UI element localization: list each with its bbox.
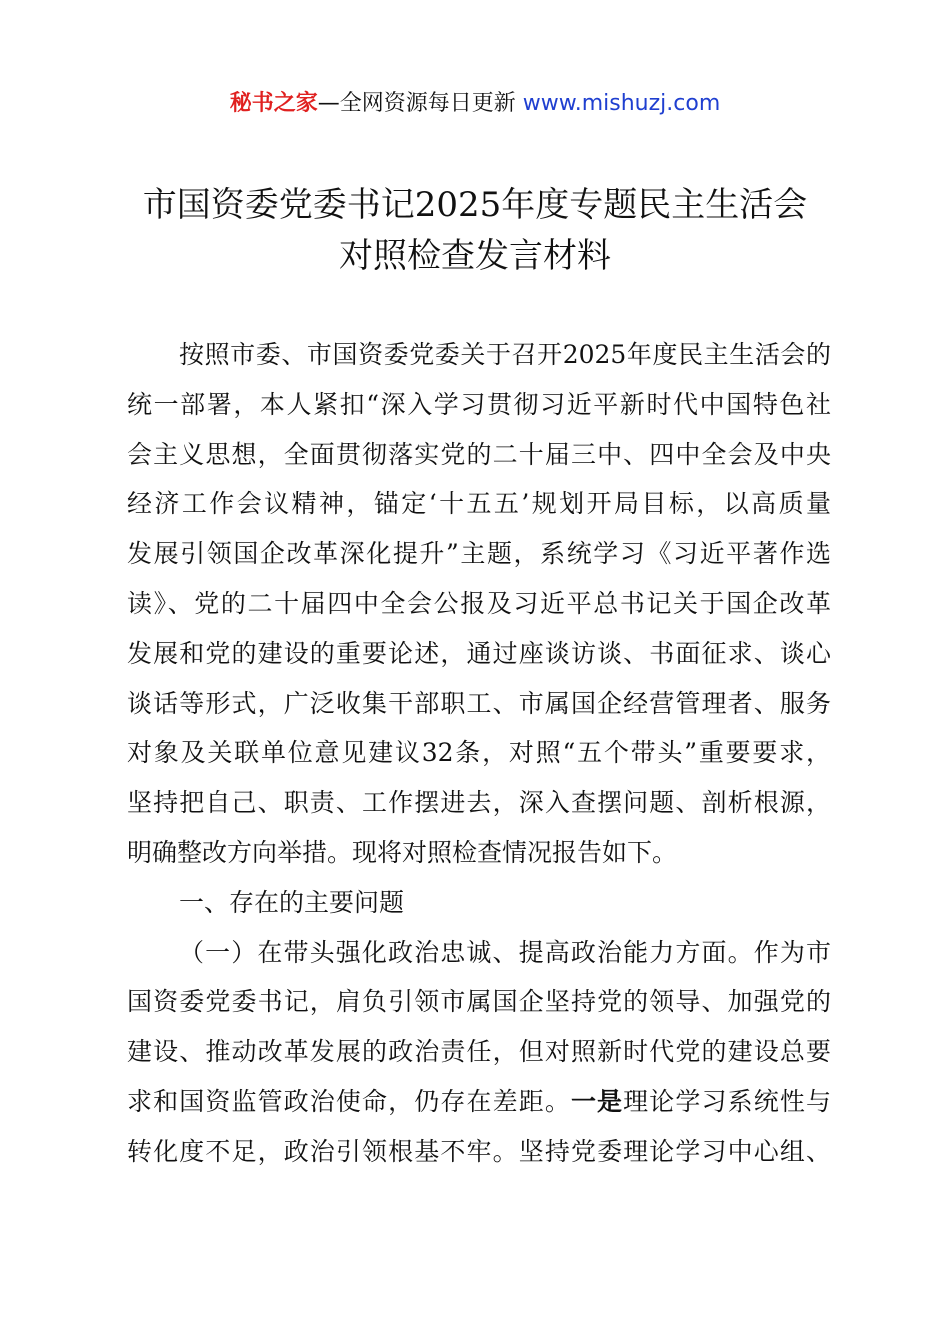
paragraph-line: 会主义思想，全面贯彻落实党的二十届三中、四中全会及中央 xyxy=(127,439,831,469)
section-heading: 一、存在的主要问题 xyxy=(179,887,405,917)
site-url-link[interactable]: www.mishuzj.com xyxy=(522,91,721,116)
document-title-line-2: 对照检查发言材料 xyxy=(339,236,611,276)
paragraph-line: （一）在带头强化政治忠诚、提高政治能力方面。作为市 xyxy=(179,937,831,967)
paragraph-line: 转化度不足，政治引领根基不牢。坚持党委理论学习中心组、 xyxy=(127,1136,831,1166)
paragraph-line: 坚持把自己、职责、工作摆进去，深入查摆问题、剖析根源， xyxy=(127,788,831,818)
banner-slogan: —全网资源每日更新 xyxy=(317,91,523,116)
paragraph-line: 国资委党委书记，肩负引领市属国企坚持党的领导、加强党的 xyxy=(127,987,831,1017)
paragraph-line: 对象及关联单位意见建议32条，对照“五个带头”重要要求， xyxy=(127,738,831,768)
brand-name: 秘书之家 xyxy=(229,91,318,116)
bold-lead: 一是 xyxy=(570,1086,624,1116)
site-banner xyxy=(0,88,950,120)
paragraph-line: 统一部署，本人紧扣“深入学习贯彻习近平新时代中国特色社 xyxy=(127,389,831,419)
paragraph-line: 谈话等形式，广泛收集干部职工、市属国企经营管理者、服务 xyxy=(127,688,831,718)
text-segment: 求和国资监管政治使命，仍存在差距。 xyxy=(127,1086,571,1116)
paragraph-line: 读》、党的二十届四中全会公报及习近平总书记关于国企改革 xyxy=(127,588,831,618)
paragraph-line: 建设、推动改革发展的政治责任，但对照新时代党的建设总要 xyxy=(127,1037,831,1067)
text-segment: 理论学习系统性与 xyxy=(623,1086,831,1116)
document-body xyxy=(127,333,831,1180)
paragraph-line: 明确整改方向举措。现将对照检查情况报告如下。 xyxy=(127,837,678,867)
paragraph-line: 发展和党的建设的重要论述，通过座谈访谈、书面征求、谈心 xyxy=(127,638,831,668)
paragraph-line: 按照市委、市国资委党委关于召开2025年度民主生活会的 xyxy=(179,340,831,369)
document-title-line-1: 市国资委党委书记2025年度专题民主生活会 xyxy=(142,185,808,225)
paragraph-line: 发展引领国企改革深化提升”主题，系统学习《习近平著作选 xyxy=(127,539,831,569)
paragraph-line xyxy=(127,1080,831,1130)
paragraph-line: 经济工作会议精神，锚定‘十五五’规划开局目标，以高质量 xyxy=(127,489,831,519)
